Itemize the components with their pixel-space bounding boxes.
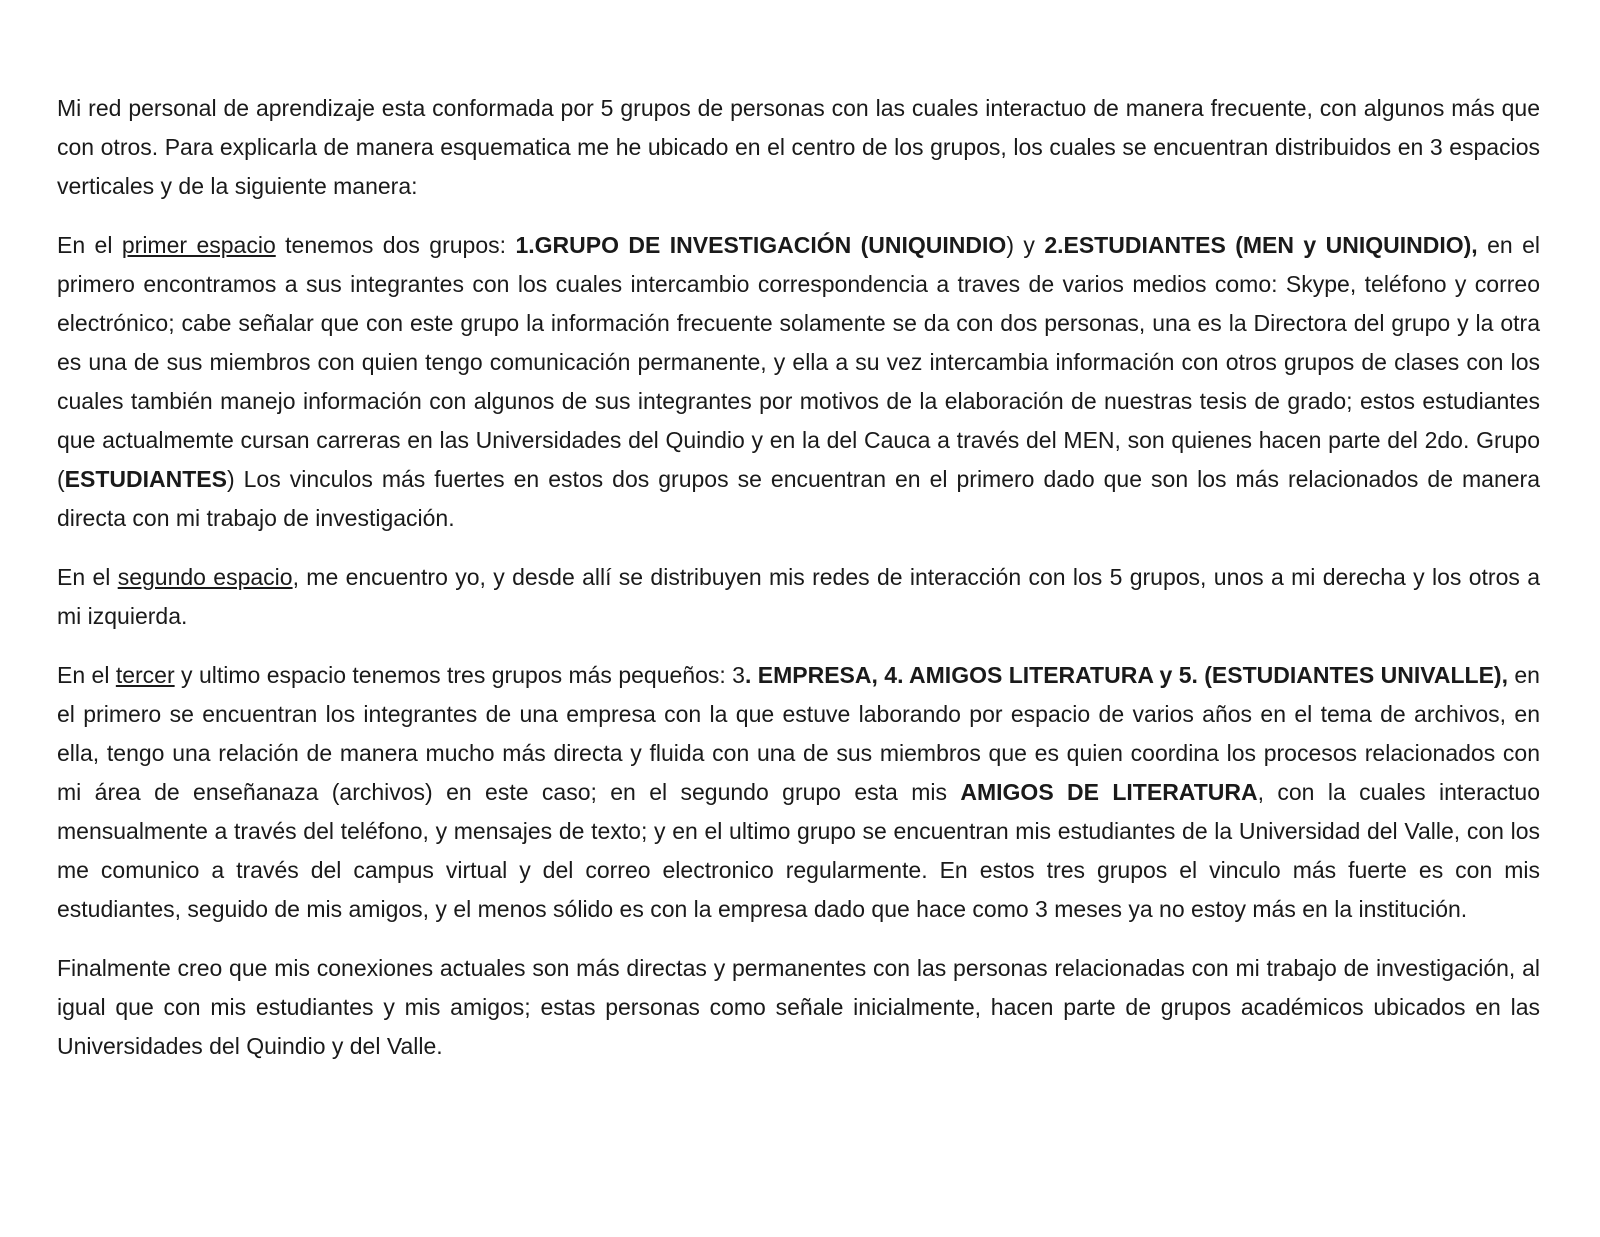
bold-group-name: . EMPRESA, 4. AMIGOS LITERATURA y 5. (ESTUDIANTES UNIVALLE),	[744, 662, 1508, 688]
paragraph-first-space	[57, 226, 1540, 538]
text-run: en el primero se encuentran los integrantes de una empresa con la que estuve laborando por espacio de varios años en el tema de archivos, en ella, tengo una relación de manera mucho más directa y fluida con una de sus miembros que es quien coordina los procesos relacionados con mi área de enseñanaza (archivos) en este caso; en el segundo grupo esta mis	[57, 662, 1540, 805]
paragraph-second-space	[57, 558, 1540, 636]
bold-group-name: 1.GRUPO DE INVESTIGACIÓN (UNIQUINDIO	[515, 232, 1007, 258]
text-run: En el	[57, 662, 116, 688]
paragraph-intro	[57, 89, 1540, 206]
paragraph-conclusion	[57, 949, 1540, 1066]
text-run: y ultimo espacio tenemos tres grupos más pequeños: 3	[174, 662, 745, 688]
text-run: ) Los vinculos más fuertes en estos dos grupos se encuentran en el primero dado que son los más relacionados de manera directa con mi trabajo de investigación.	[57, 466, 1540, 531]
text-run: Finalmente creo que mis conexiones actuales son más directas y permanentes con las personas relacionadas con mi trabajo de investigación, al igual que con mis estudiantes y mis amigos; estas personas como señale inicialmente, hacen parte de grupos académicos ubicados en las Universidades del Quindio y del Valle.	[57, 955, 1540, 1059]
bold-group-name: AMIGOS DE LITERATURA	[960, 779, 1258, 805]
text-run: En el	[57, 564, 118, 590]
text-run: en el primero encontramos a sus integrantes con los cuales intercambio correspondencia a traves de varios medios como: Skype, teléfono y correo electrónico; cabe señalar que con este grupo la información frecuente solamente se da con dos personas, una es la Directora del grupo y la otra es una de sus miembros con quien tengo comunicación permanente, y ella a su vez intercambia información con otros grupos de clases con los cuales también manejo información con algunos de sus integrantes por motivos de la elaboración de nuestras tesis de grado; estos estudiantes que actualmemte cursan carreras en las Universidades del Quindio y en la del Cauca a través del MEN, son quienes hacen parte del 2do. Grupo (	[57, 232, 1540, 492]
underlined-term: primer espacio	[121, 232, 276, 258]
text-run: ) y	[1006, 232, 1045, 258]
underlined-term: tercer	[115, 662, 175, 688]
text-run: , con la cuales interactuo mensualmente a través del teléfono, y mensajes de texto; y en el ultimo grupo se encuentran mis estudiantes de la Universidad del Valle, con los me comunico a través del campus virtual y del correo electronico regularmente. En estos tres grupos el vinculo más fuerte es con mis estudiantes, seguido de mis amigos, y el menos sólido es con la empresa dado que hace como 3 meses ya no estoy más en la institución.	[57, 779, 1540, 922]
text-run: , me encuentro yo, y desde allí se distribuyen mis redes de interacción con los 5 grupos, unos a mi derecha y los otros a mi izquierda.	[57, 564, 1540, 629]
bold-group-name: 2.ESTUDIANTES (MEN y UNIQUINDIO),	[1044, 232, 1478, 258]
text-run: En el	[57, 232, 122, 258]
text-run: Mi red personal de aprendizaje esta conformada por 5 grupos de personas con las cuales interactuo de manera frecuente, con algunos más que con otros. Para explicarla de manera esquematica me he ubicado en el centro de los grupos, los cuales se encuentran distribuidos en 3 espacios verticales y de la siguiente manera:	[57, 95, 1540, 199]
document-body	[57, 89, 1540, 1066]
underlined-term: segundo espacio	[117, 564, 293, 590]
paragraph-third-space	[57, 656, 1540, 929]
text-run: tenemos dos grupos:	[275, 232, 516, 258]
bold-group-name: ESTUDIANTES	[64, 466, 227, 492]
